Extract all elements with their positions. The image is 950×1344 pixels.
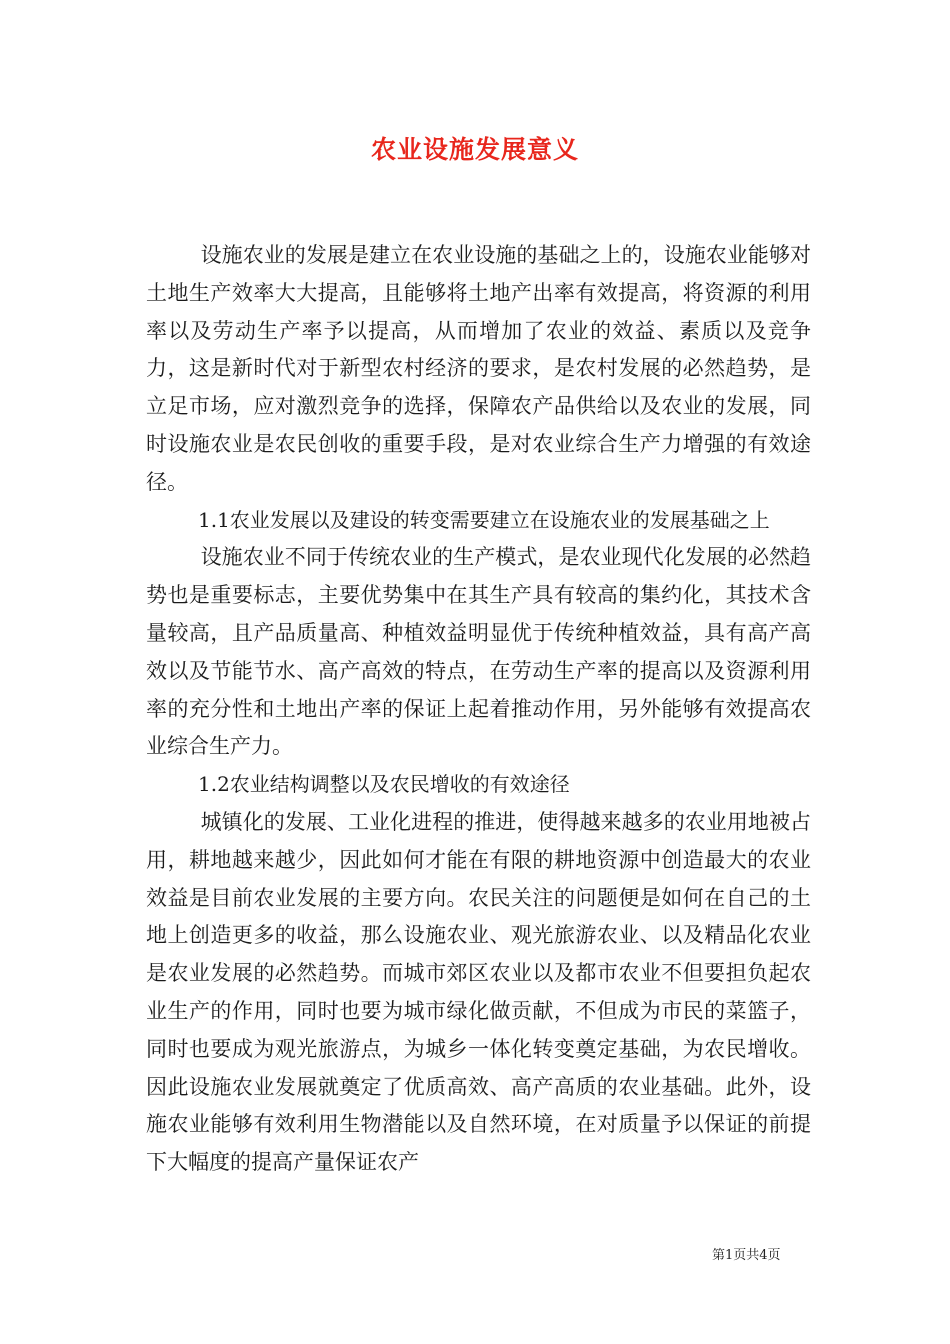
section-heading-1-1: 1.1农业发展以及建设的转变需要建立在设施农业的发展基础之上 xyxy=(198,507,770,532)
paragraph-intro: 设施农业的发展是建立在农业设施的基础之上的，设施农业能够对土地生产效率大大提高，且能够将土地产出率有效提高，将资源的利用率以及劳动生产率予以提高，从而增加了农业的效益、素质以及竞争力，这是新时代对于新型农村经济的要求，是农村发展的必然趋势，是立足市场，应对激烈竞争的选择，保障农产品供给以及农业的发展，同时设施农业是农民创收的重要手段，是对农业综合生产力增强的有效途径。 xyxy=(146,243,811,494)
section-heading-1-2: 1.2农业结构调整以及农民增收的有效途径 xyxy=(198,772,570,797)
document-body xyxy=(146,237,811,1182)
document-title: 农业设施发展意义 xyxy=(370,135,579,164)
page-number-footer: 第1页共4页 xyxy=(712,1248,781,1263)
paragraph-section-1-1: 设施农业不同于传统农业的生产模式，是农业现代化发展的必然趋势也是重要标志，主要优势集中在其生产具有较高的集约化，其技术含量较高，且产品质量高、种植效益明显优于传统种植效益，具有高产高效以及节能节水、高产高效的特点，在劳动生产率的提高以及资源利用率的充分性和土地出产率的保证上起着推动作用，另外能够有效提高农业综合生产力。 xyxy=(146,545,811,759)
paragraph-section-1-2: 城镇化的发展、工业化进程的推进，使得越来越多的农业用地被占用，耕地越来越少，因此如何才能在有限的耕地资源中创造最大的农业效益是目前农业发展的主要方向。农民关注的问题便是如何在自己的土地上创造更多的收益，那么设施农业、观光旅游农业、以及精品化农业是农业发展的必然趋势。而城市郊区农业以及都市农业不但要担负起农业生产的作用，同时也要为城市绿化做贡献，不但成为市民的菜篮子，同时也要成为观光旅游点，为城乡一体化转变奠定基础，为农民增收。因此设施农业发展就奠定了优质高效、高产高质的农业基础。此外，设施农业能够有效利用生物潜能以及自然环境，在对质量予以保证的前提下大幅度的提高产量保证农产 xyxy=(146,809,811,1175)
